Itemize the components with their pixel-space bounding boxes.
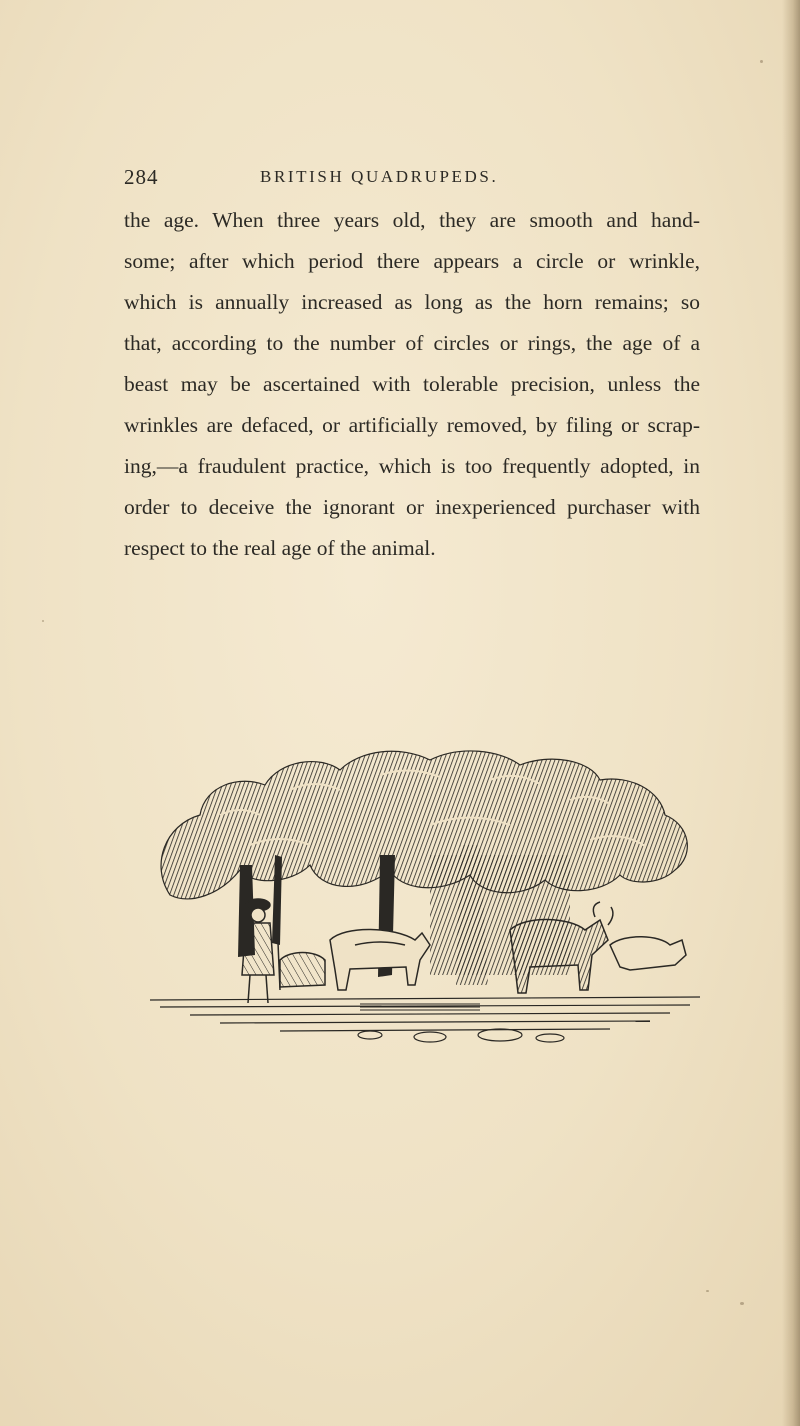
paper-speck: [706, 1290, 709, 1292]
body-paragraph: [124, 200, 700, 569]
vignette-image: [130, 745, 710, 1045]
paper-speck: [740, 1302, 744, 1305]
paper-speck: [760, 60, 763, 63]
paper-speck: [42, 620, 44, 622]
text-line: some; after which period there appears a circle or wrinkle,: [124, 249, 700, 273]
page-number: 284: [124, 165, 159, 189]
text-line: wrinkles are defaced, or artificially removed, by filing or scrap-: [124, 413, 700, 437]
text-line: which is annually increased as long as the horn remains; so: [124, 290, 700, 314]
water-reflection: [360, 1003, 480, 1011]
woodcut-vignette: [130, 745, 710, 1045]
foreground-stones: [358, 1029, 564, 1042]
ground-lines: [150, 997, 700, 1031]
text-line: the age. When three years old, they are smooth and hand-: [124, 208, 700, 232]
text-line: respect to the real age of the animal.: [124, 536, 436, 560]
text-line: that, according to the number of circles or rings, the age of a: [124, 331, 700, 355]
text-line: beast may be ascertained with tolerable precision, unless the: [124, 372, 700, 396]
running-head: BRITISH QUADRUPEDS.: [260, 167, 499, 186]
text-line: ing,—a fraudulent practice, which is too frequently adopted, in: [124, 454, 700, 478]
page-header: [124, 165, 684, 195]
text-line: order to deceive the ignorant or inexperienced purchaser with: [124, 495, 700, 519]
page-spine-shadow: [782, 0, 800, 1426]
